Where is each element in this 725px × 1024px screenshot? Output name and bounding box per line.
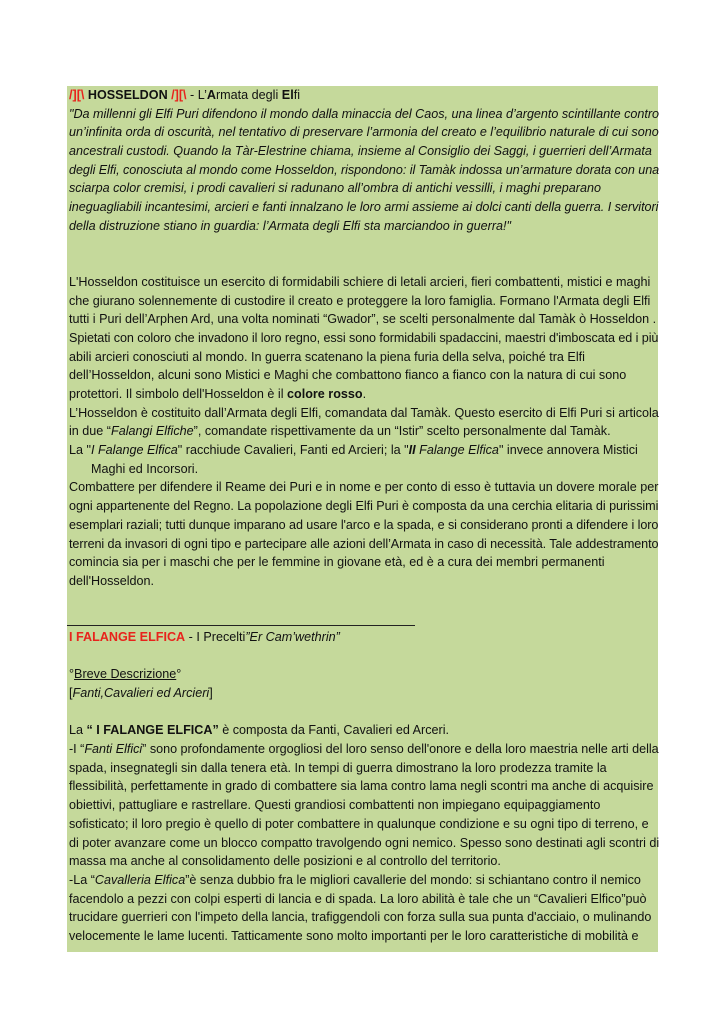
falange-intro: La “ I FALANGE ELFICA” è composta da Fanti, Cavalieri ed Arceri.: [69, 723, 450, 738]
short-description-label: °Breve Descrizione°: [69, 667, 182, 682]
document-title: /][\ HOSSELDON /][\ - L’Armata degli Elfi: [69, 88, 300, 102]
paragraph-cavalleria: -La “Cavalleria Elfica”è senza dubbio fra le migliori cavallerie del mondo: si schiantano contro il nemico facendolo a pezzi con colpi esperti di lancia e di spada. La loro abilità è tale che un “Cavalieri Elfico”può trucidare guerrieri con l'impeto della lancia, trafiggendoli con forza sulla sua punta d'acciaio, o mulinando velocemente le lame lucenti. Tatticamente sono molto importanti per le loro caratteristiche di mobilità e: [69, 872, 652, 943]
intro-quote: "Da millenni gli Elfi Puri difendono il mondo dalla minaccia del Caos, una linea d’argento scintillante contro un’infinita orda di oscurità, nel tentativo di preservare l’armonia del creato e l’equilibrio naturale di cui sono ancestrali custodi. Quando la Tàr-Elestrine chiama, insieme al Consiglio dei Saggi, i guerrieri dell’Armata degli Elfi, conosciuta al mondo come Hosseldon, rispondono: il Tamàk indossa un’armature dorata con una sciarpa color cremisi, i prodi cavalieri si radunano all’ombra di antichi vessilli, i maghi preparano ineguagliabili incantesimi, arcieri e fanti innalzano le loro armi assieme ai dolci canti della guerra. I servitori della distruzione stiano in guardia: l’Armata degli Elfi sta marciandoo in guerra!": [69, 106, 660, 233]
section-divider: [67, 625, 415, 626]
paragraph-duty: Combattere per difendere il Reame dei Puri e in nome e per conto di esso è tuttavia un dovere morale per ogni appartenente del Regno. La popolazione degli Elfi Puri è composta da una cerchia elitaria di purissimi esemplari raziali; tutti dunque imparano ad usare l'arco e la spada, e si considerano pronti a difendere i loro terreni da invasori di ogni tipo e partecipare alle azioni dell’Armata in caso di necessità. Tale addestramento comincia sia per i maschi che per le femmine in giovane età, ed è a cura dei membri permanenti dell'Hosseldon.: [69, 480, 659, 588]
document-body: [69, 86, 659, 946]
section-title: I FALANGE ELFICA - I Precelti”Er Cam’wethrin”: [69, 629, 340, 644]
unit-types: [Fanti,Cavalieri ed Arcieri]: [69, 686, 213, 700]
paragraph-hosseldon: L'Hosseldon costituisce un esercito di formidabili schiere di letali arcieri, fieri combattenti, mistici e maghi che giurano solennemente di custodire il creato e proteggere la loro famiglia. Formano l'Armata degli Elfi tutti i Puri dell’Arphen Ard, una volta nominati “Gwador”, se scelti personalmente dal Tamàk ò Hosseldon . Spietati con coloro che invadono il loro regno, essi sono formidabili spadaccini, maestri d'imboscata ed i più abili arcieri conosciuti al mondo. In guerra scatenano la piena furia della selva, poiché tra Elfi dell’Hosseldon, alcuni sono Mistici e Maghi che combattono fianco a fianco con la natura di cui sono protettori. Il simbolo dell'Hosseldon è il colore rosso. L’Hosseldon è costituito dall’Armata degli Elfi, comandata dal Tamàk. Questo esercito di Elfi Puri si articola in due “Falangi Elfiche”, comandate rispettivamente da un “Istir” scelto personalmente dal Tamàk. La "I Falange Elfica" racchiude Cavalieri, Fanti ed Arcieri; la "II Falange Elfica" invece annovera Mistici Maghi ed Incorsori.: [69, 274, 659, 476]
paragraph-fanti: -I “Fanti Elfici” sono profondamente orgogliosi del loro senso dell'onore e della loro maestria nelle arti della spada, insegnategli sin dalla tenera età. In tempi di guerra dimostrano la loro prodezza tramite la flessibilità, perfettamente in grado di combattere sia lama contro lama negli scontri ma anche di acquisire obiettivi, pattugliare e rastrellare. Questi grandiosi combattenti non impiegano equipaggiamento sofisticato; il loro pregio è quello di poter combattere in qualunque condizione e su ogni tipo di terreno, e di poter avanzare come un blocco compatto travolgendo ogni nemico. Spesso sono destinati agli scontri di massa ma anche al consolidamento delle posizioni e al controllo del territorio.: [69, 742, 660, 869]
